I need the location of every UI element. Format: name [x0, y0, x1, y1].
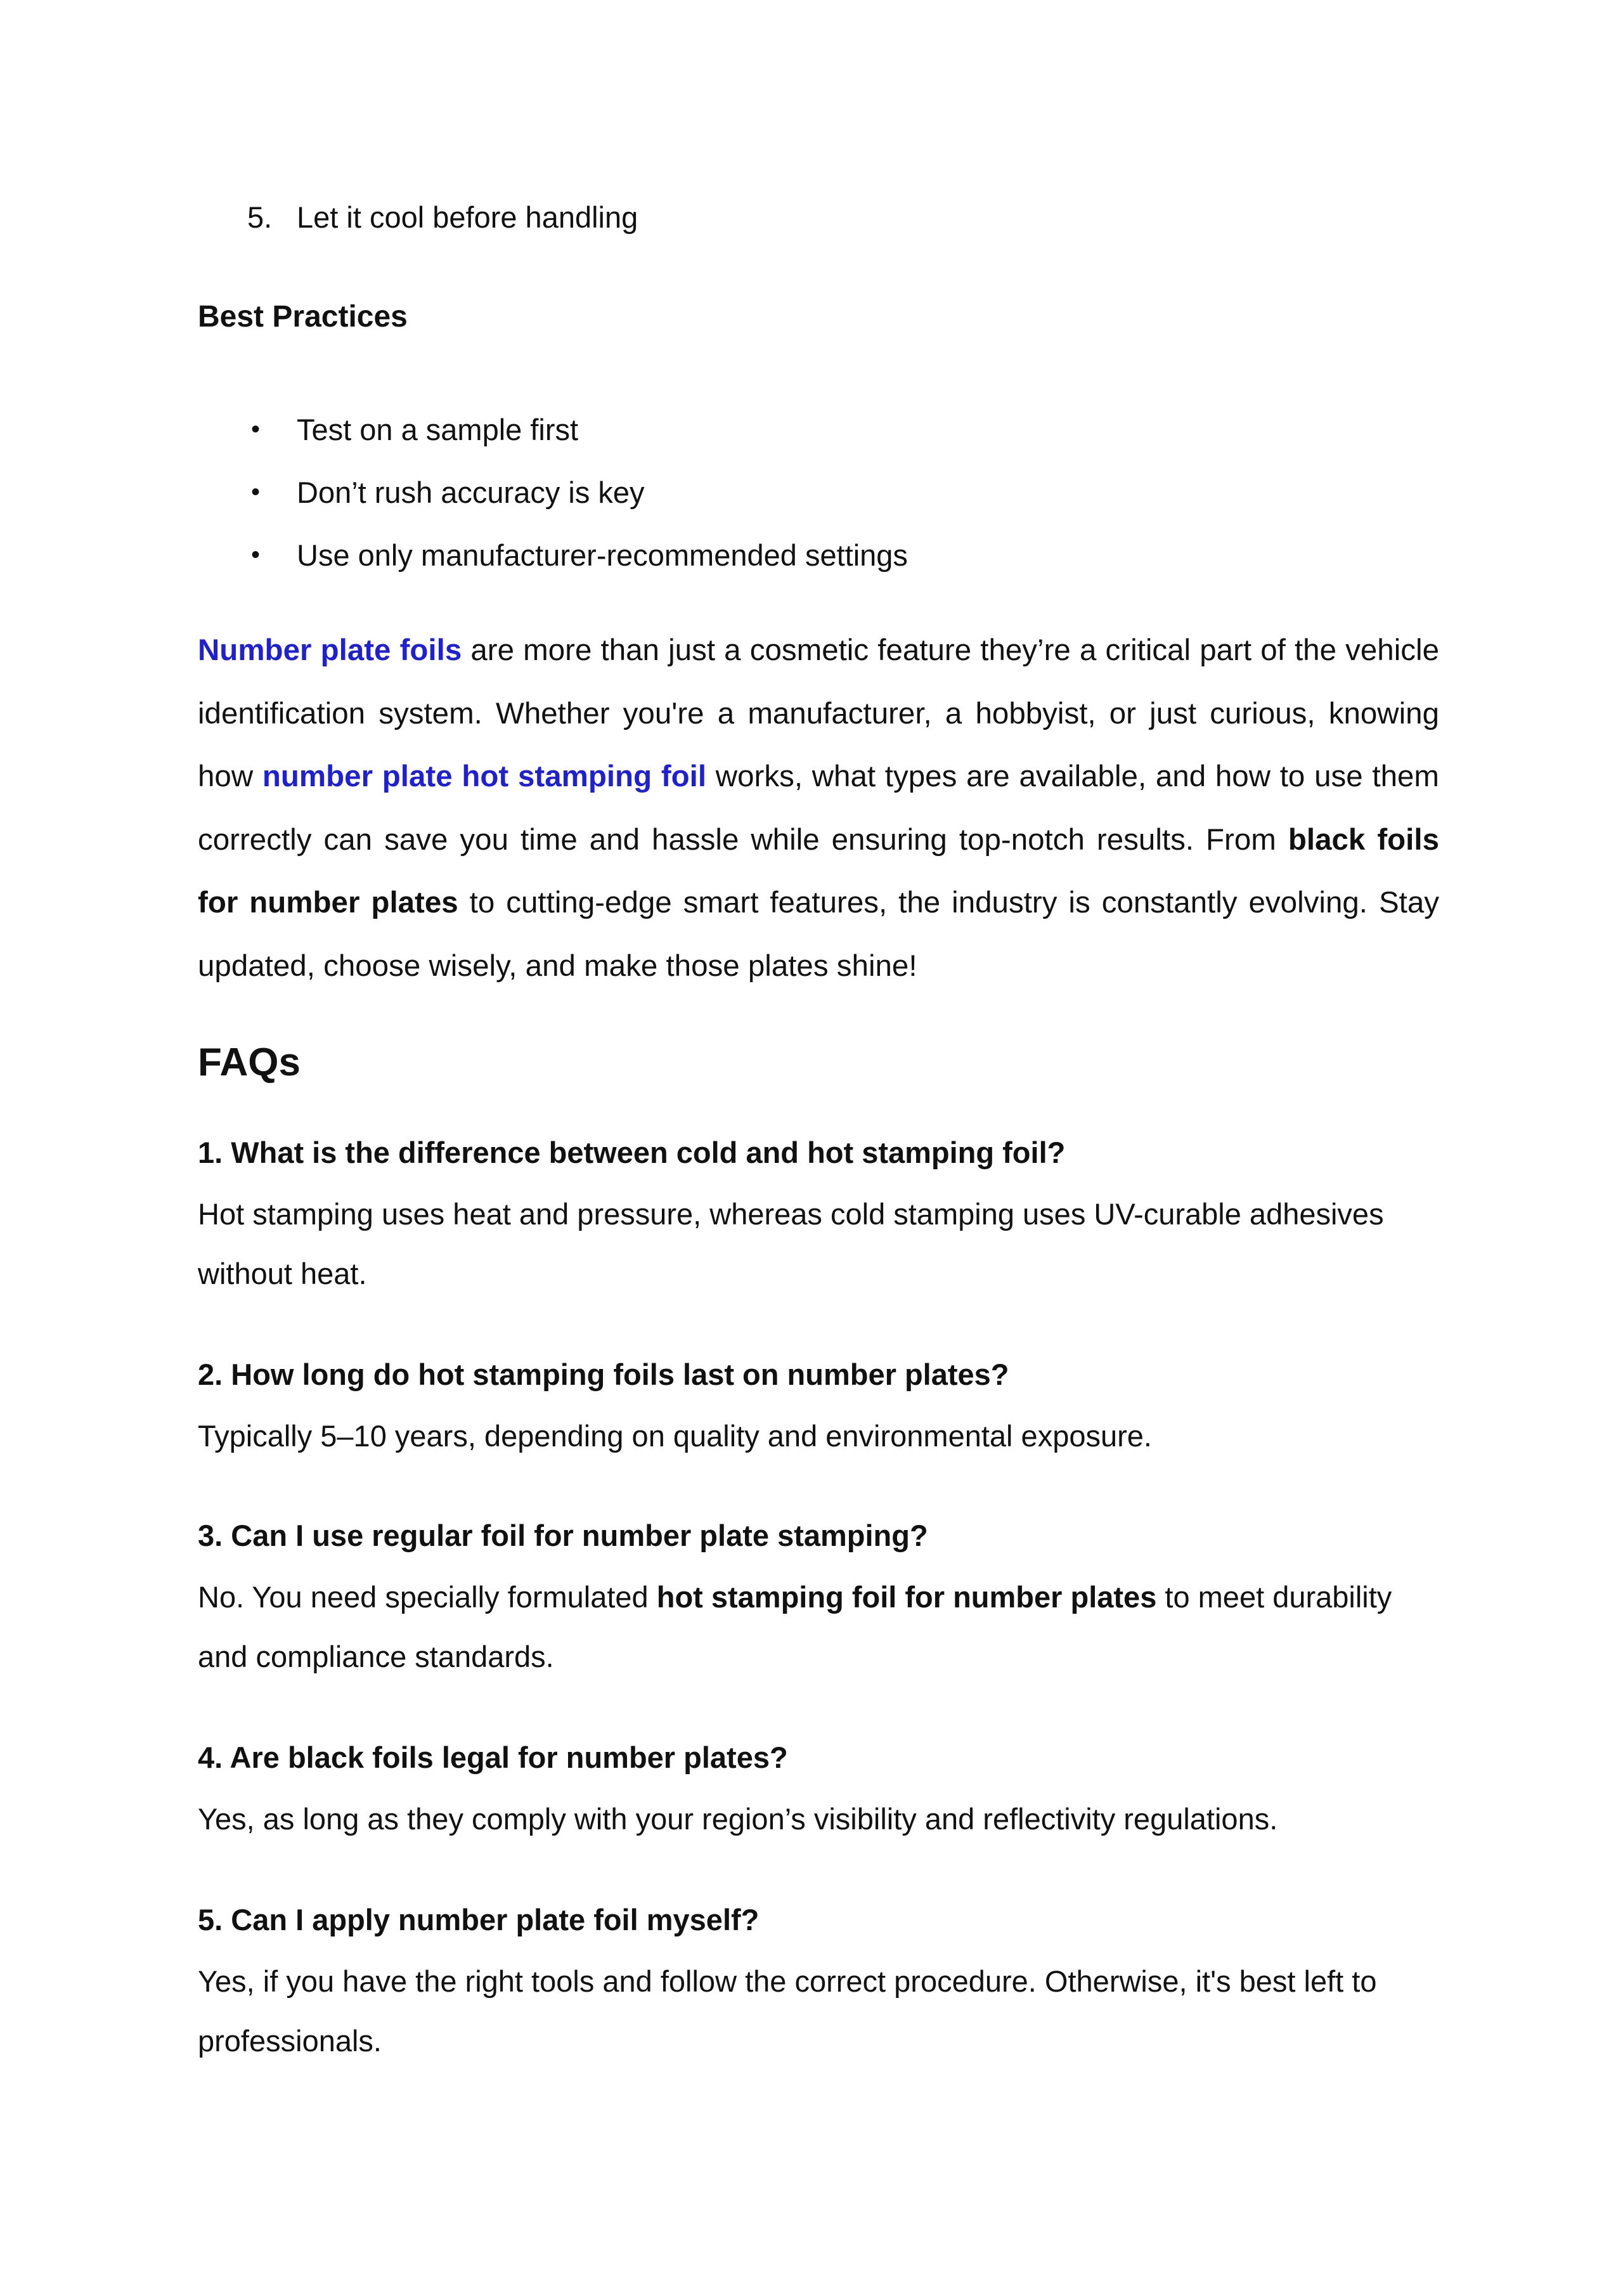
list-item-text: Use only manufacturer-recommended settings — [297, 538, 908, 572]
list-number: 5. — [247, 200, 273, 234]
bullet-icon: • — [251, 541, 261, 569]
faq-item — [198, 1901, 1439, 2071]
list-item-text: Test on a sample first — [297, 413, 579, 446]
list-item — [198, 195, 638, 240]
list-item — [198, 461, 908, 524]
summary-text-1: are more than just a cosmetic feature they’re a critical part of the vehicle identification system. Whether you're a manufacturer, a hobbyist, or just curious, knowing how — [198, 633, 1439, 793]
summary-paragraph — [198, 619, 1439, 997]
numbered-list — [198, 195, 638, 240]
faq-answer-bold: hot stamping foil for number plates — [656, 1580, 1157, 1614]
faq-question: 2. How long do hot stamping foils last on number plates? — [198, 1358, 1009, 1391]
faq-question: 5. Can I apply number plate foil myself? — [198, 1903, 760, 1936]
best-practices-list — [198, 398, 908, 587]
list-item — [198, 398, 908, 461]
summary-text-2: works, what types are available, and how to use them correctly can save you time and hassle while ensuring top-notch results. From — [198, 760, 1439, 857]
faq-item — [198, 1356, 1439, 1466]
faq-answer-text: No. You need specially formulated — [198, 1580, 657, 1614]
list-item-text: Don’t rush accuracy is key — [297, 476, 645, 509]
faq-item — [198, 1134, 1439, 1304]
hot-stamping-foil-link[interactable]: number plate hot stamping foil — [262, 760, 707, 793]
faq-question: 4. Are black foils legal for number plates? — [198, 1741, 788, 1774]
summary-text-3: to cutting-edge smart features, the industry is constantly evolving. Stay updated, choose wisely, and make those plates shine! — [198, 886, 1439, 983]
faq-question: 3. Can I use regular foil for number plate stamping? — [198, 1519, 928, 1552]
faq-answer — [198, 1567, 1439, 1687]
list-item — [198, 524, 908, 587]
faq-answer: Yes, as long as they comply with your region’s visibility and reflectivity regulations. — [198, 1802, 1278, 1836]
faq-item — [198, 1739, 1439, 1849]
faq-answer: Typically 5–10 years, depending on quality and environmental exposure. — [198, 1419, 1152, 1453]
number-plate-foils-link[interactable]: Number plate foils — [198, 633, 462, 667]
faq-answer-text: to meet durability and compliance standards. — [198, 1580, 1392, 1673]
summary-bold-text: black foils for number plates — [198, 822, 1439, 919]
bullet-icon: • — [251, 415, 261, 443]
faqs-heading: FAQs — [198, 1041, 301, 1084]
best-practices-heading: Best Practices — [198, 300, 408, 334]
faq-answer: Yes, if you have the right tools and follow the correct procedure. Otherwise, it's best left to professionals. — [198, 1964, 1377, 2058]
faq-question: 1. What is the difference between cold and hot stamping foil? — [198, 1136, 1066, 1169]
list-item-text: Let it cool before handling — [297, 200, 638, 234]
faq-item — [198, 1517, 1439, 1687]
bullet-icon: • — [251, 478, 261, 506]
faq-answer: Hot stamping uses heat and pressure, whereas cold stamping uses UV-curable adhesives without heat. — [198, 1197, 1384, 1290]
